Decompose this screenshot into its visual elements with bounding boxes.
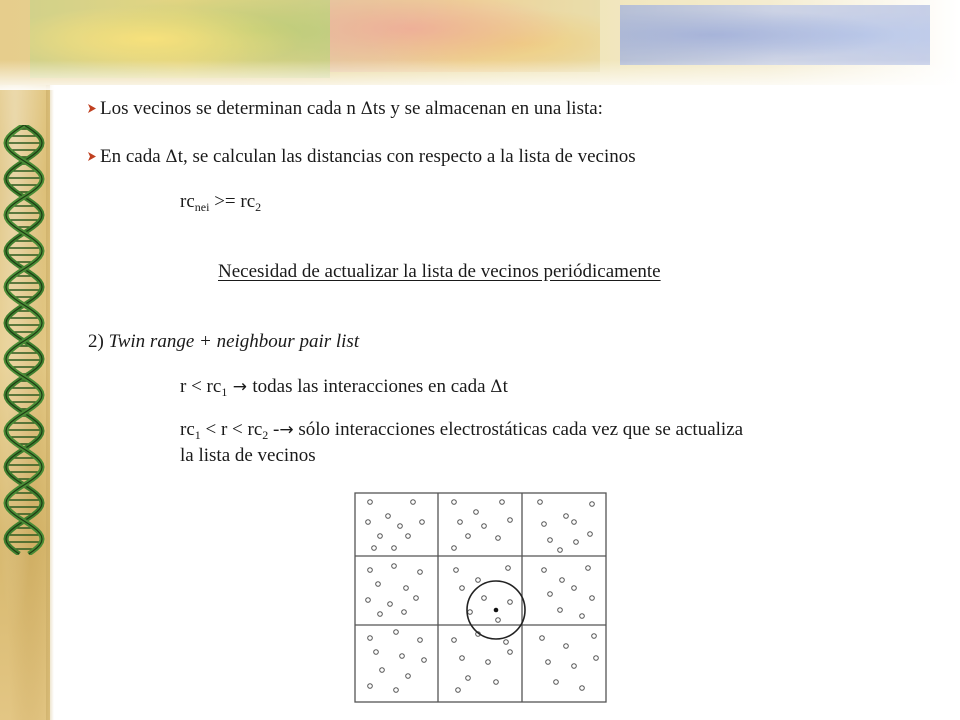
particle (482, 596, 487, 601)
delta-symbol: Δ (165, 147, 178, 167)
cell-list-diagram (350, 490, 610, 705)
particle (452, 546, 457, 551)
particle (590, 596, 595, 601)
delta-symbol: Δ (490, 377, 503, 397)
rule-2-sub1: 1 (194, 428, 201, 442)
particle (548, 538, 553, 543)
particle (494, 680, 499, 685)
particle (368, 568, 373, 573)
bullet-1-prefix: Los vecinos se determinan cada n (100, 98, 361, 119)
grid-lines (355, 493, 606, 702)
rule-2-a: rc (180, 419, 195, 440)
right-arrow-icon: → (227, 377, 253, 397)
bullet-item-2 (88, 145, 636, 169)
particle (504, 640, 509, 645)
bullet-1-suffix: ts y se almacenan en una lista: (372, 98, 603, 119)
particle (388, 602, 393, 607)
particle (372, 546, 377, 551)
section-heading (88, 330, 359, 354)
rule-2-sub2: 2 (262, 428, 269, 442)
particle (452, 638, 457, 643)
particle (594, 656, 599, 661)
rule-2-c: - (268, 419, 280, 440)
particle (592, 634, 597, 639)
bullet-2-prefix: En cada (100, 146, 166, 167)
particle (560, 578, 565, 583)
section-title: Twin range + neighbour pair list (108, 331, 360, 352)
rule-1-c: t (502, 376, 508, 397)
particle (460, 586, 465, 591)
particle (368, 684, 373, 689)
rule-2 (180, 418, 743, 442)
particle (380, 668, 385, 673)
rule-1-a: r < rc (180, 376, 222, 397)
particle (580, 614, 585, 619)
formula-line (180, 190, 261, 214)
particle (402, 610, 407, 615)
particle (538, 500, 543, 505)
particle (376, 582, 381, 587)
formula-sub-nei: nei (194, 200, 210, 214)
arrow-bullet-icon (88, 104, 96, 112)
particle (366, 598, 371, 603)
particle (466, 534, 471, 539)
particle (588, 532, 593, 537)
particle (386, 514, 391, 519)
particle (558, 548, 563, 553)
particle (554, 680, 559, 685)
particle (508, 600, 513, 605)
particle (574, 540, 579, 545)
particle (456, 688, 461, 693)
rule-2-continuation: la lista de vecinos (180, 445, 316, 466)
arrow-bullet-icon (88, 152, 96, 160)
particle (466, 676, 471, 681)
particle (420, 520, 425, 525)
particle (508, 650, 513, 655)
particle (564, 514, 569, 519)
particle (374, 650, 379, 655)
particle (406, 674, 411, 679)
particle (476, 578, 481, 583)
particle (460, 656, 465, 661)
particle (542, 568, 547, 573)
particle (454, 568, 459, 573)
particle (496, 618, 501, 623)
particle (394, 630, 399, 635)
particle (506, 566, 511, 571)
particle (474, 510, 479, 515)
particle (546, 660, 551, 665)
formula-rc: rc (180, 191, 195, 212)
particle (486, 660, 491, 665)
particle (548, 592, 553, 597)
particle (500, 500, 505, 505)
particle (572, 664, 577, 669)
particle (468, 610, 473, 615)
particle (368, 636, 373, 641)
particle (572, 586, 577, 591)
particle (414, 596, 419, 601)
particle (452, 500, 457, 505)
underlined-note: Necesidad de actualizar la lista de vecinos periódicamente (218, 261, 661, 282)
particle (398, 524, 403, 529)
rule-2-b: < r < rc (200, 419, 263, 440)
particle (378, 612, 383, 617)
formula-op: >= rc (209, 191, 256, 212)
particle (411, 500, 416, 505)
particle (542, 522, 547, 527)
section-number: 2) (88, 331, 109, 352)
particles (366, 500, 599, 693)
rule-1 (180, 375, 508, 399)
particle (458, 520, 463, 525)
particle (482, 524, 487, 529)
particle (422, 658, 427, 663)
particle (508, 518, 513, 523)
particle (496, 536, 501, 541)
particle (392, 564, 397, 569)
rule-1-b: todas las interacciones en cada (252, 376, 491, 397)
particle (378, 534, 383, 539)
formula-sub-2: 2 (255, 200, 262, 214)
particle (394, 688, 399, 693)
particle (580, 686, 585, 691)
particle (400, 654, 405, 659)
particle (590, 502, 595, 507)
grid-outer-border (355, 493, 606, 702)
delta-symbol: Δ (360, 99, 373, 119)
particle (368, 500, 373, 505)
particle (418, 638, 423, 643)
bullet-2-suffix: t, se calculan las distancias con respecto a la lista de vecinos (177, 146, 636, 167)
particle (572, 520, 577, 525)
central-particle (494, 608, 499, 613)
rule-1-sub: 1 (221, 385, 228, 399)
particle (558, 608, 563, 613)
rule-2-d: sólo interacciones electrostáticas cada vez que se actualiza (293, 419, 744, 440)
particle (406, 534, 411, 539)
right-arrow-icon: → (279, 420, 294, 440)
particle (540, 636, 545, 641)
particle (418, 570, 423, 575)
particle (404, 586, 409, 591)
particle (366, 520, 371, 525)
bullet-item-1 (88, 97, 603, 121)
particle (564, 644, 569, 649)
particle (392, 546, 397, 551)
particle (586, 566, 591, 571)
